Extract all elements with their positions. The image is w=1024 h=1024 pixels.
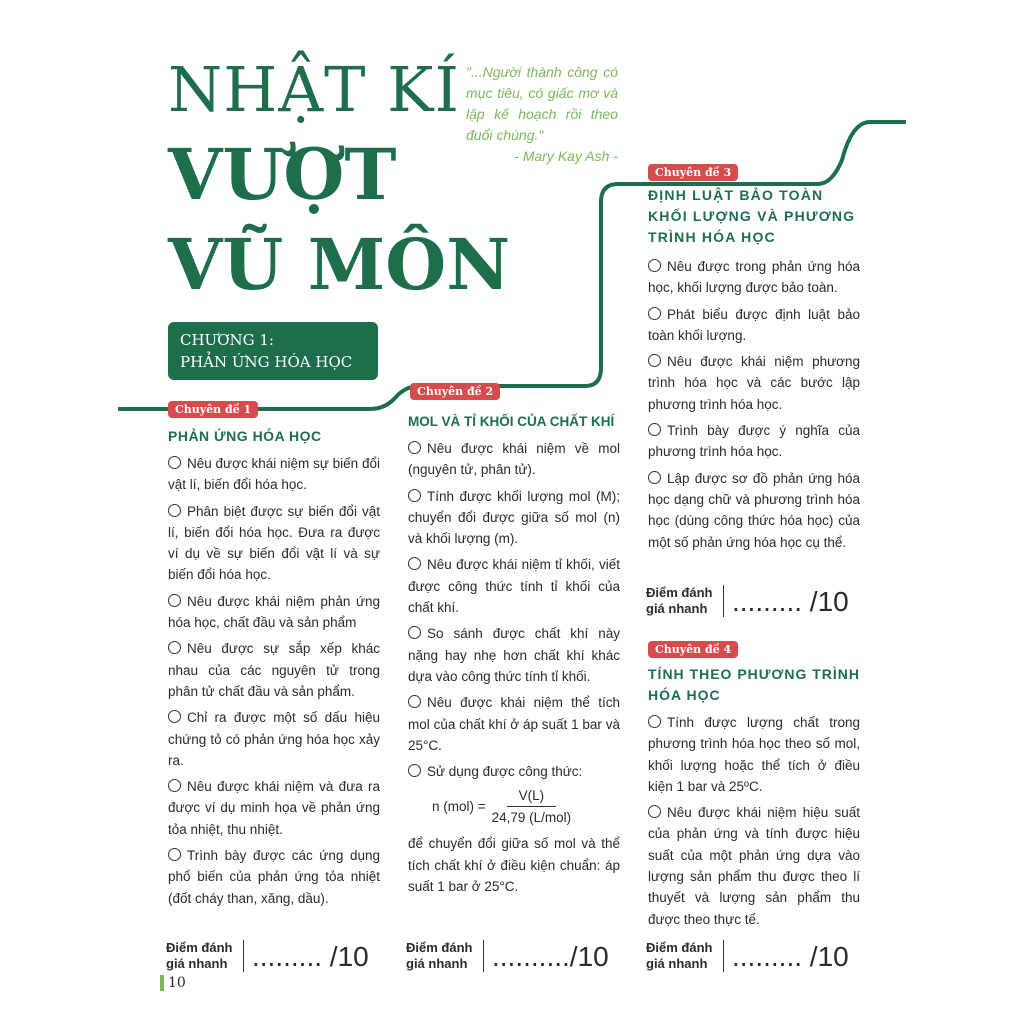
checkbox-circle-icon[interactable] [408,557,421,570]
checkbox-circle-icon[interactable] [648,471,661,484]
objective-item: Nêu được sự sắp xếp khác nhau của các nguyên tử trong phân tử chất đầu và sản phẩm. [168,641,380,699]
objective-item: So sánh được chất khí này nặng hay nhẹ hơn chất khí khác dựa vào công thức tính tỉ khối. [408,626,620,684]
checkbox-circle-icon[interactable] [648,805,661,818]
topic-title: PHẢN ỨNG HÓA HỌC [168,428,322,444]
checkbox-circle-icon[interactable] [168,504,181,517]
objective-item: Nêu được khái niệm về mol (nguyên tử, phân tử). [408,441,620,478]
checkbox-circle-icon[interactable] [168,848,181,861]
checkbox-circle-icon[interactable] [648,423,661,436]
objective-item: Nêu được trong phản ứng hóa học, khối lượng được bảo toàn. [648,259,860,296]
topic-4 [648,664,860,935]
checkbox-circle-icon[interactable] [168,710,181,723]
checkbox-circle-icon[interactable] [168,779,181,792]
checkbox-circle-icon[interactable] [648,354,661,367]
quote-author: - Mary Kay Ash - [514,148,618,164]
topic-title: TÍNH THEO PHƯƠNG TRÌNH HÓA HỌC [648,666,860,703]
checkbox-circle-icon[interactable] [168,456,181,469]
objective-item: Tính được khối lượng mol (M); chuyển đổi được giữa số mol (n) và khối lượng (m). [408,488,620,547]
checkbox-circle-icon[interactable] [408,626,421,639]
topic-badge: Chuyên đề 2 [410,383,500,400]
checkbox-circle-icon[interactable] [648,307,661,320]
checkbox-circle-icon[interactable] [408,764,421,777]
objective-item: Sử dụng được công thức: [408,761,620,782]
objective-item: Phân biệt được sự biến đổi vật lí, biến đổi hóa học. Đưa ra được ví dụ về sự biến đổi vật lí và sự biến đổi hóa học. [168,503,380,583]
checkbox-circle-icon[interactable] [408,441,421,454]
formula: n (mol) = $\frac{V(L)}{\text{24,79 (L/mol)}}$ [432,788,572,826]
score-3: Điểm đánh giá nhanh ......... /10 [646,585,849,617]
title-line2: VƯỢT VŨ MÔN [168,133,511,306]
title-line1: NHẬT KÍ [168,53,460,126]
quote: "...Người thành công có mục tiêu, có giấc mơ và lập kế hoạch rồi theo đuổi chúng." - Mary Kay Ash - [466,62,618,167]
objective-item: Nêu được khái niệm hiệu suất của phản ứng và tính được hiệu suất của một phản ứng dựa vào lượng sản phẩm thu được theo lí thuyết và lượng sản phẩm thu được theo thực tế. [648,805,860,927]
checkbox-circle-icon[interactable] [408,695,421,708]
objective-item: Trình bày được ý nghĩa của phương trình hóa học. [648,423,860,460]
checkbox-circle-icon[interactable] [408,489,421,502]
topic-3 [648,185,860,558]
score-1: Điểm đánh giá nhanh ......... /10 [166,940,369,972]
objective-item: Nêu được khái niệm thể tích mol của chất khí ở áp suất 1 bar và 25°C. [408,695,620,753]
topic-title: ĐỊNH LUẬT BẢO TOÀN KHỐI LƯỢNG VÀ PHƯƠNG TRÌNH HÓA HỌC [648,187,856,245]
topic-badge: Chuyên đề 3 [648,164,738,181]
topic-2: MOL VÀ TỈ KHỐI CỦA CHẤT KHÍ Nêu được khái niệm về mol (nguyên tử, phân tử). Tính được khối lượng mol (M); chuyển đổi được giữa số mol (n) và khối lượng (m). Nêu được khái niệm tỉ khối, viết được công thức tính tỉ khối của chất khí. So sánh được chất khí này nặng hay nhẹ hơn chất khí khác dựa vào công thức tính tỉ khối. Nêu được khái niệm thể tích mol của chất khí ở áp suất 1 bar và 25°C. Sử dụng được công thức: n (mol) = $\frac{V(L)}{\text{24,79 (L/mol)}}$ để chuyển đổi giữa số mol và thể tích chất khí ở điều kiện chuẩn: áp suất 1 bar ở 25°C. [408,411,620,902]
topic-badge: Chuyên đề 4 [648,641,738,658]
topic-badge: Chuyên đề 1 [168,401,258,418]
objective-item: Trình bày được các ứng dụng phổ biến của phản ứng tỏa nhiệt (đốt cháy than, xăng, dầu). [168,848,380,906]
objective-item: Nêu được khái niệm phương trình hóa học và các bước lập phương trình hóa học. [648,354,860,412]
objective-item: Phát biểu được định luật bảo toàn khối lượng. [648,306,860,343]
objective-item: Nêu được khái niệm và đưa ra được ví dụ minh họa về phản ứng tỏa nhiệt, thu nhiệt. [168,779,380,837]
score-4: Điểm đánh giá nhanh ......... /10 [646,940,849,972]
chapter-box: CHƯƠNG 1: PHẢN ỨNG HÓA HỌC [168,322,378,380]
topic-1 [168,426,380,914]
objective-item: Nêu được khái niệm phản ứng hóa học, chất đầu và sản phẩm [168,593,380,631]
objective-item: Tính được lượng chất trong phương trình hóa học theo số mol, khối lượng hoặc thể tích ở điều kiện 1 bar và 25ºC. [648,715,860,794]
objective-item: Chỉ ra được một số dấu hiệu chứng tỏ có phản ứng hóa học xảy ra. [168,710,380,768]
objective-item: Lập được sơ đồ phản ứng hóa học dạng chữ và phương trình hóa học (dùng công thức hóa học) của một số phản ứng hóa học cụ thể. [648,470,860,550]
topic-title: MOL VÀ TỈ KHỐI CỦA CHẤT KHÍ [408,414,615,429]
checkbox-circle-icon[interactable] [168,641,181,654]
checkbox-circle-icon[interactable] [648,259,661,272]
objective-item: Nêu được khái niệm sự biến đổi vật lí, biến đổi hóa học. [168,456,380,493]
objective-item: Nêu được khái niệm tỉ khối, viết được công thức tính tỉ khối của chất khí. [408,557,620,616]
checkbox-circle-icon[interactable] [648,715,661,728]
checkbox-circle-icon[interactable] [168,594,181,607]
page-number: 10 [160,975,186,991]
score-2: Điểm đánh giá nhanh ........../10 [406,940,609,972]
